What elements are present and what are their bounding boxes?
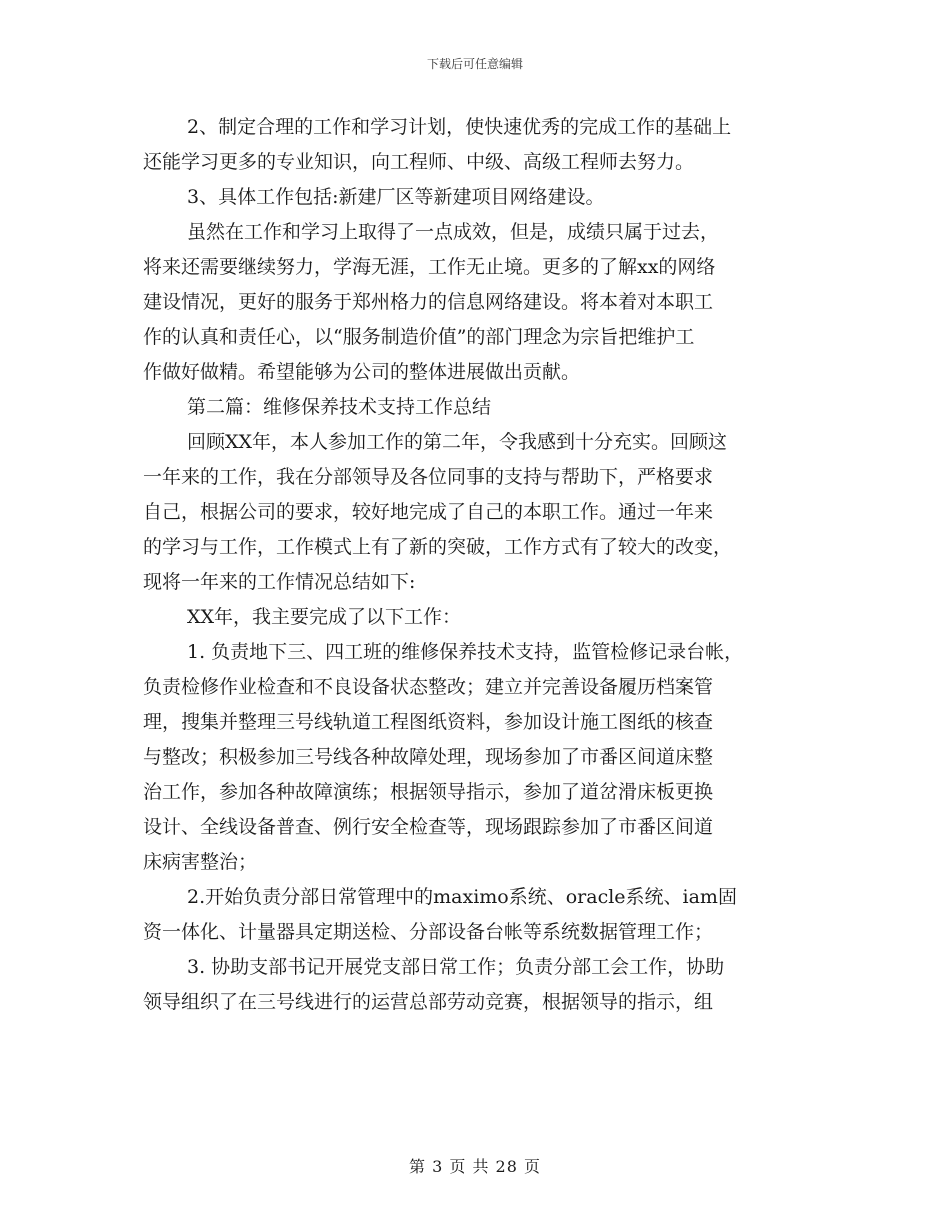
text-line: 资一体化、计量器具定期送检、分部设备台帐等系统数据管理工作；: [143, 921, 714, 943]
text-line: 第二篇：维修保养技术支持工作总结: [187, 396, 492, 418]
text-line: 治工作，参加各种故障演练；根据领导指示，参加了道岔滑床板更换: [143, 781, 714, 803]
page-footer: 第 3 页 共 28 页: [409, 1157, 541, 1176]
text-line: XX年，我主要完成了以下工作：: [187, 606, 462, 628]
text-line: 3. 协助支部书记开展党支部日常工作；负责分部工会工作，协助: [187, 956, 725, 978]
text-line: 作做好做精。希望能够为公司的整体进展做出贡献。: [143, 361, 581, 383]
text-line: 3、具体工作包括:新建厂区等新建项目网络建设。: [187, 186, 605, 208]
text-line: 2、制定合理的工作和学习计划，使快速优秀的完成工作的基础上: [187, 116, 732, 138]
text-line: 虽然在工作和学习上取得了一点成效，但是，成绩只属于过去，: [187, 221, 720, 243]
text-line: 负责检修作业检查和不良设备状态整改；建立并完善设备履历档案管: [143, 676, 714, 698]
text-line: 1. 负责地下三、四工班的维修保养技术支持，监管检修记录台帐，: [187, 641, 744, 663]
page-header: 下载后可任意编辑: [426, 57, 523, 71]
text-line: 一年来的工作，我在分部领导及各位同事的支持与帮助下，严格要求: [143, 466, 714, 488]
text-line: 理，搜集并整理三号线轨道工程图纸资料，参加设计施工图纸的核查: [143, 711, 714, 733]
text-line: 与整改；积极参加三号线各种故障处理，现场参加了市番区间道床整: [143, 746, 714, 768]
text-line: 自己，根据公司的要求，较好地完成了自己的本职工作。通过一年来: [143, 501, 714, 523]
text-line: 领导组织了在三号线进行的运营总部劳动竞赛，根据领导的指示，组: [143, 991, 714, 1013]
text-line: 床病害整治；: [143, 851, 258, 873]
text-line: 设计、全线设备普查、例行安全检查等，现场跟踪参加了市番区间道: [143, 816, 714, 838]
text-line: 的学习与工作，工作模式上有了新的突破，工作方式有了较大的改变，: [143, 536, 733, 558]
text-line: 回顾XX年，本人参加工作的第二年，令我感到十分充实。回顾这: [187, 431, 728, 453]
text-line: 还能学习更多的专业知识，向工程师、中级、高级工程师去努力。: [143, 151, 695, 173]
text-line: 2.开始负责分部日常管理中的maximo系统、oracle系统、iam固: [187, 886, 737, 908]
text-line: 作的认真和责任心，以“服务制造价值”的部门理念为宗旨把维护工: [143, 326, 695, 348]
document-body: [143, 110, 818, 1020]
text-line: 建设情况，更好的服务于郑州格力的信息网络建设。将本着对本职工: [143, 291, 714, 313]
text-line: 将来还需要继续努力，学海无涯，工作无止境。更多的了解xx的网络: [143, 256, 716, 278]
text-line: 现将一年来的工作情况总结如下:: [143, 571, 416, 593]
